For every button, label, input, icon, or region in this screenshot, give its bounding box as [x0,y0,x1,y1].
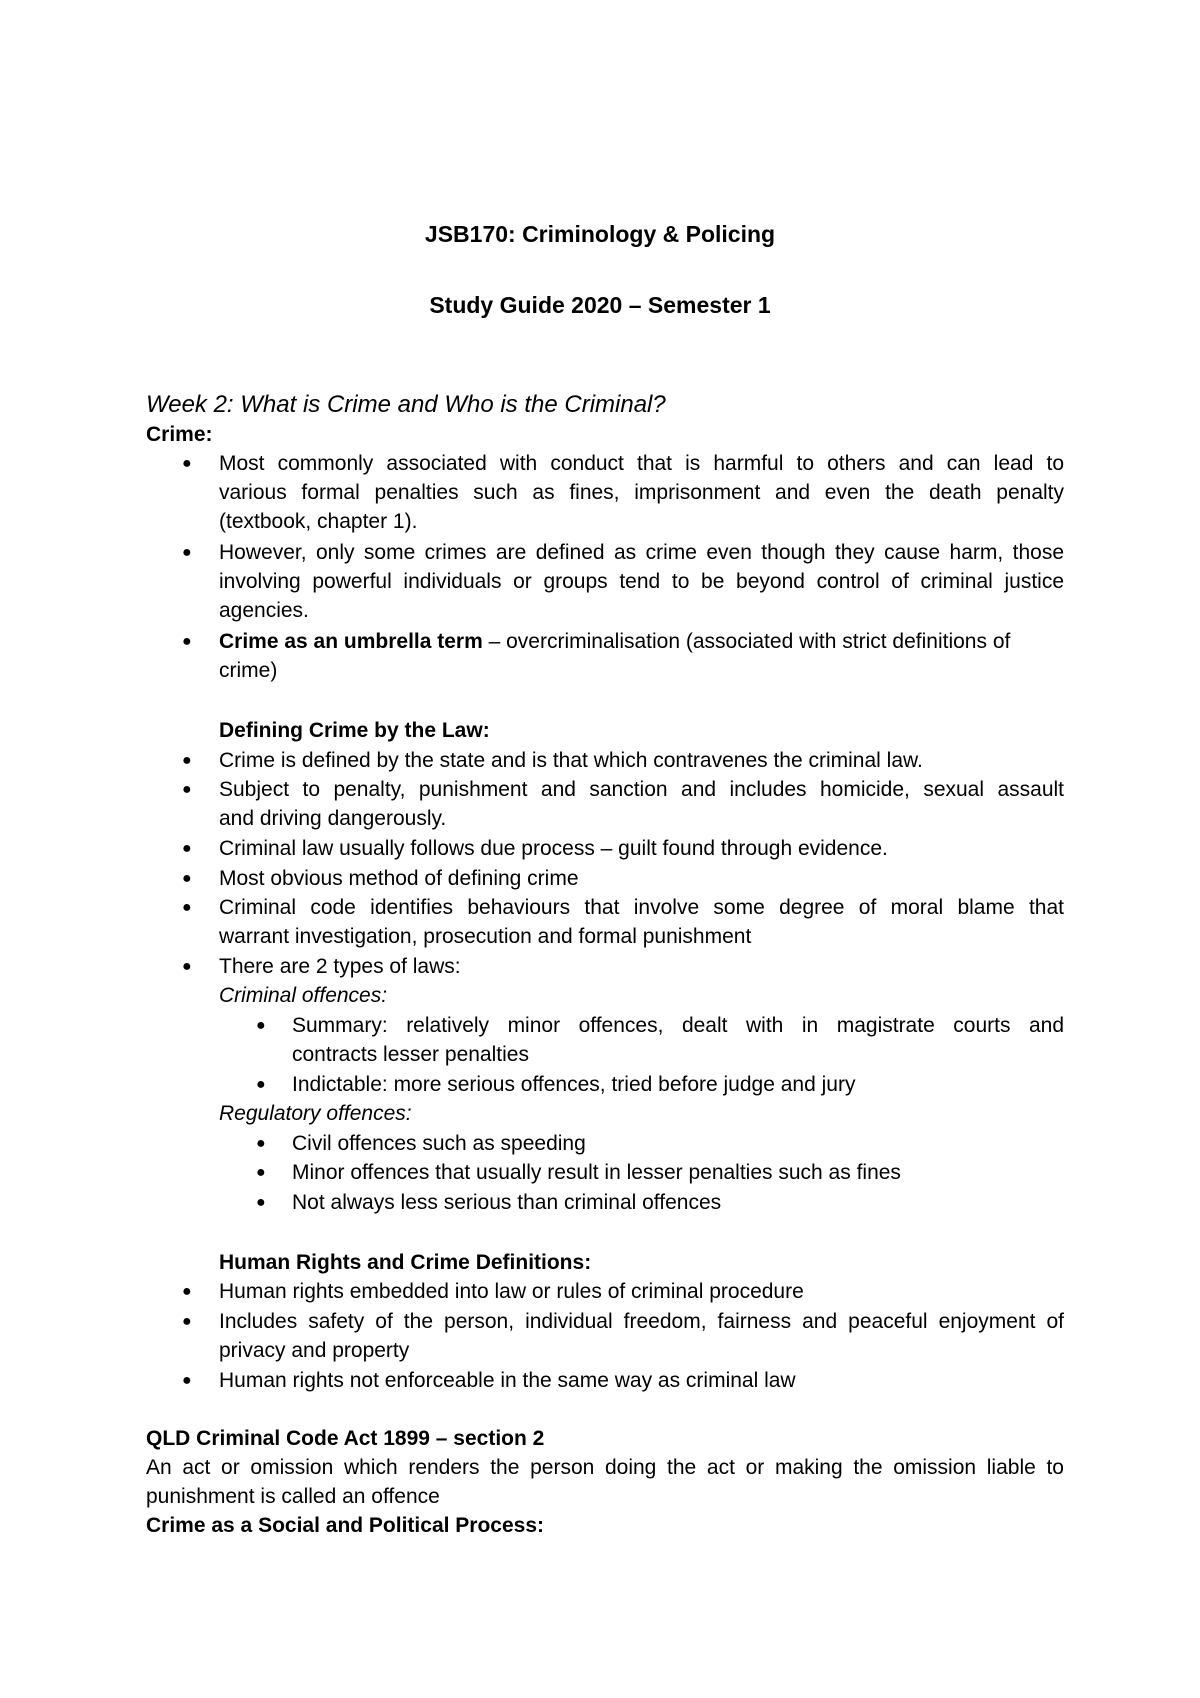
bullet-icon: ● [182,633,192,650]
crime-b1-line1: Most commonly associated with conduct that is harmful to others and can lead to [219,452,1064,475]
law-b4: Most obvious method of defining crime [219,867,579,890]
bullet-icon: ● [182,870,192,887]
law-b2-line1: Subject to penalty, punishment and sanction and includes homicide, sexual assault [219,778,1064,801]
bullet-icon: ● [256,1164,266,1181]
crime-b2-line2: involving powerful individuals or groups tend to be beyond control of criminal justice [219,570,1064,593]
law-heading: Defining Crime by the Law: [219,719,490,742]
indictable: Indictable: more serious offences, tried before judge and jury [292,1073,856,1096]
bullet-icon: ● [256,1194,266,1211]
law-b2-line2: and driving dangerously. [219,807,447,830]
crime-b1-line2: various formal penalties such as fines, imprisonment and even the death penalty [219,481,1064,504]
bullet-icon: ● [182,899,192,916]
bullet-icon: ● [182,1313,192,1330]
bullet-icon: ● [256,1135,266,1152]
social-political-heading: Crime as a Social and Political Process: [146,1514,545,1537]
guide-subtitle: Study Guide 2020 – Semester 1 [429,292,771,318]
law-b5-line2: warrant investigation, prosecution and formal punishment [219,925,752,948]
law-b1: Crime is defined by the state and is that which contravenes the criminal law. [219,749,923,772]
rights-b2-line2: privacy and property [219,1339,410,1362]
crime-b2-line3: agencies. [219,599,309,622]
crime-b3-line1 [219,629,1010,655]
qld-body-line2: punishment is called an offence [146,1485,440,1508]
rights-b1: Human rights embedded into law or rules of criminal procedure [219,1280,804,1303]
bullet-icon: ● [182,781,192,798]
bullet-icon: ● [182,840,192,857]
bullet-icon: ● [182,1283,192,1300]
umbrella-term: Crime as an umbrella term [219,630,483,653]
bullet-icon: ● [256,1017,266,1034]
rights-b2-line1: Includes safety of the person, individual freedom, fairness and peaceful enjoyment of [219,1310,1064,1333]
law-b3: Criminal law usually follows due process – guilt found through evidence. [219,837,888,860]
bullet-icon: ● [182,1372,192,1389]
reg-b2: Minor offences that usually result in lesser penalties such as fines [292,1161,901,1184]
law-b6: There are 2 types of laws: [219,955,461,978]
bullet-icon: ● [182,752,192,769]
bullet-icon: ● [256,1076,266,1093]
summary-line2: contracts lesser penalties [292,1043,529,1066]
bullet-icon: ● [182,958,192,975]
crime-b1-line3: (textbook, chapter 1). [219,510,418,533]
rights-b3: Human rights not enforceable in the same way as criminal law [219,1369,796,1392]
law-b5-line1: Criminal code identifies behaviours that involve some degree of moral blame that [219,896,1064,919]
umbrella-term-rest: – overcriminalisation (associated with strict definitions of [482,630,1011,653]
qld-heading: QLD Criminal Code Act 1899 – section 2 [146,1427,545,1450]
crime-heading: Crime: [146,423,213,446]
reg-b1: Civil offences such as speeding [292,1132,586,1155]
rights-heading: Human Rights and Crime Definitions: [219,1251,592,1274]
regulatory-offences-label: Regulatory offences: [219,1102,412,1125]
bullet-icon: ● [182,544,192,561]
course-title: JSB170: Criminology & Policing [424,221,776,247]
week-heading: Week 2: What is Crime and Who is the Criminal? [146,391,666,418]
crime-b2-line1: However, only some crimes are defined as crime even though they cause harm, those [219,541,1064,564]
qld-body-line1: An act or omission which renders the person doing the act or making the omission liable to [146,1456,1064,1479]
crime-b3-line2: crime) [219,659,278,682]
reg-b3: Not always less serious than criminal offences [292,1191,722,1214]
summary-line1: Summary: relatively minor offences, dealt with in magistrate courts and [292,1014,1064,1037]
bullet-icon: ● [182,455,192,472]
criminal-offences-label: Criminal offences: [219,984,388,1007]
